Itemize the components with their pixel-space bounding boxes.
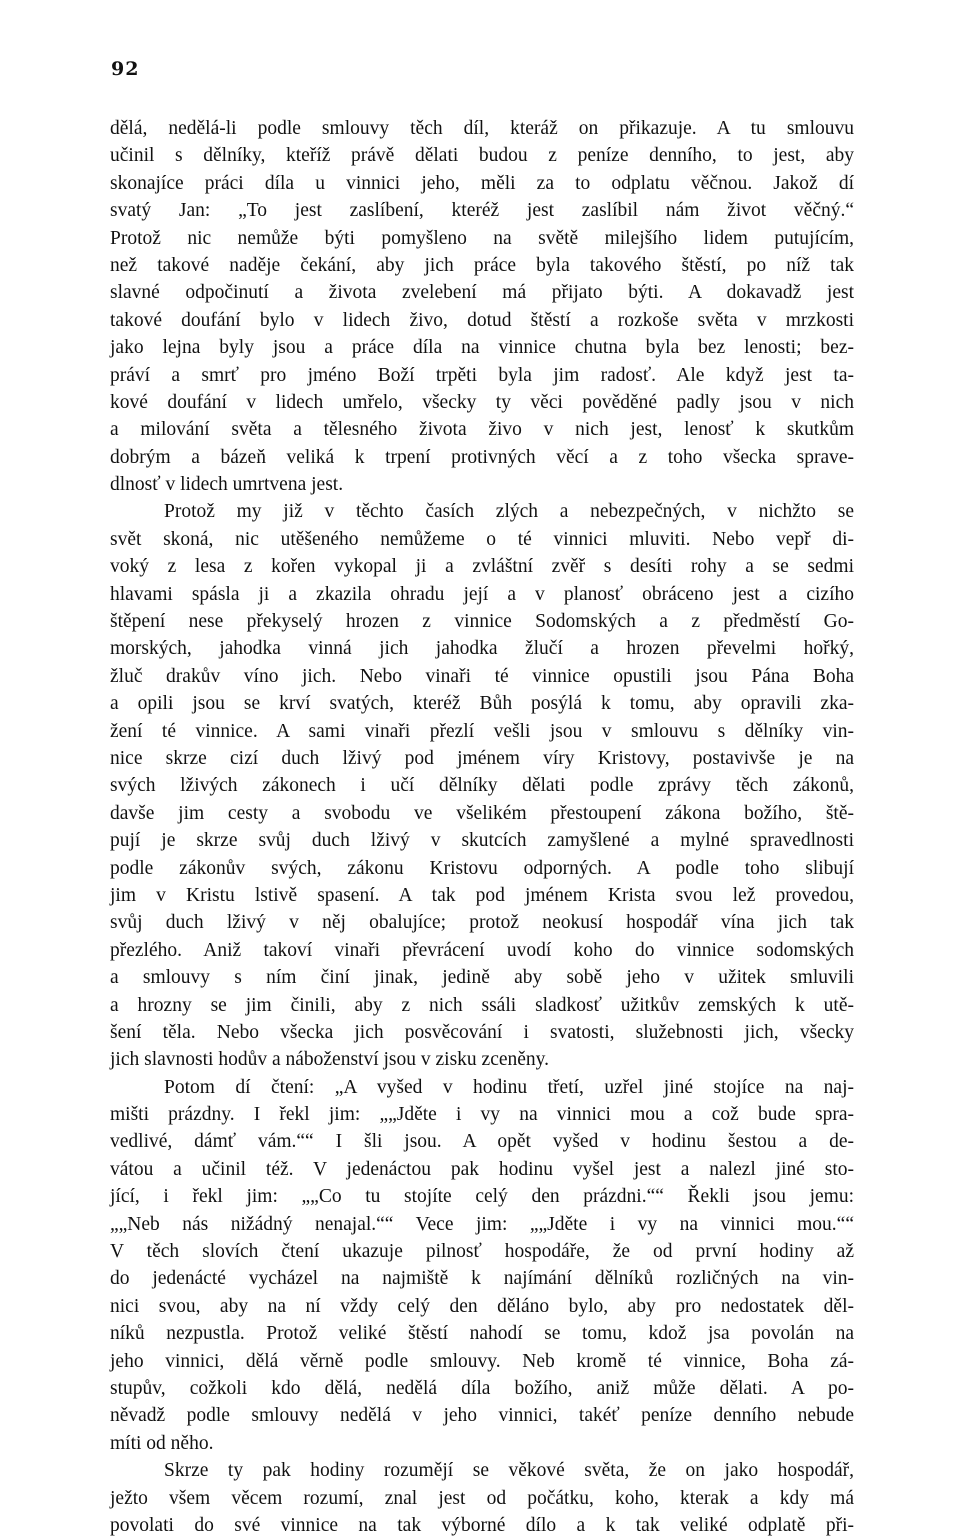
page-number: 92 (111, 58, 140, 80)
text-line: svatý Jan: „To jest zaslíbení, kteréž jest zaslíbil nám život věčný.“ (110, 200, 854, 222)
text-line: povolati do své vinnice na tak výborné dílo a k tak veliké odplatě při- (110, 1514, 854, 1536)
text-line: mišti prázdny. I řekl jim: „„Jděte i vy na vinnici mou a což bude spra- (110, 1104, 854, 1126)
text-line: svůj duch lživý v něj obalujíce; protož neokusí hospodář vína jich tak (110, 912, 854, 934)
text-line: žení té vinnice. A sami vinaři přezlí vešli jsou v smlouvu s dělníky vin- (110, 720, 854, 742)
paragraph-end-line: jich slavnosti hodův a náboženství jsou v zisku zceněny. (110, 1049, 550, 1071)
text-line: stupův, cožkoli kdo dělá, nedělá díla božího, aniž může dělati. A po- (110, 1377, 854, 1399)
text-line: dělá, nedělá-li podle smlouvy těch díl, kteráž on přikazuje. A tu smlouvu (110, 118, 854, 139)
text-line: Protož nic nemůže býti pomyšleno na světě milejšího lidem putujícím, (110, 227, 854, 249)
text-line: „„Neb nás nižádný nenajal.““ Vece jim: „„Jděte i vy na vinnici mou.““ (110, 1213, 854, 1235)
body-text (110, 115, 854, 1539)
text-line: takové doufání bylo v lidech živo, dotud štěstí a rozkoše světa v mrzkosti (110, 309, 854, 331)
text-line: níků nezpustla. Protož veliké štěstí nahodí se tomu, kdož jsa povolán na (110, 1323, 854, 1345)
text-line: žluč drakův víno jich. Nebo vinaři té vinnice opustili jsou Pána Boha (110, 665, 854, 687)
text-line: hlavami spásla ji a zkazila ohradu její a v planosť obráceno jest a cizího (110, 583, 854, 605)
text-line: podle zákonův svých, zákonu Kristovu odporných. A podle toho slibují (110, 857, 854, 879)
paragraph-start-line: Skrze ty pak hodiny rozumějí se věkové světa, že on jako hospodář, (164, 1460, 854, 1482)
text-line: vátou a učinil též. V jedenáctou pak hodinu vyšel jest a nalezl jiné sto- (110, 1158, 854, 1180)
text-line: pují je skrze svůj duch lživý v skutcích zamyšlené a mylné spravedlnosti (110, 830, 854, 852)
text-line: svět skoná, nic utěšeného nemůžeme o té vinnici mluviti. Nebo vepř di- (110, 528, 854, 550)
text-line: přezlého. Aniž takoví vinaři převrácení uvodí koho do vinnice sodomských (110, 939, 854, 961)
text-line: do jedenácté vycházel na najmiště k najímání dělníků rozličných na vin- (110, 1268, 854, 1290)
paragraph-start-line: Potom dí čtení: „A vyšed v hodinu třetí, uzřel jiné stojíce na naj- (164, 1076, 854, 1098)
text-line: slavné odpočinutí a života zvelebení má přijato býti. A dokavadž jest (110, 282, 854, 304)
text-line: jako lejna byly jsou a práce díla na vinnice chutna byla bez lenosti; bez- (110, 337, 854, 359)
text-line: ježto všem věcem rozumí, znal jest od počátku, koho, kterak a kdy má (110, 1487, 854, 1509)
text-line: svých lživých zákonech i učí dělníky dělati podle zprávy těch zákonů, (110, 775, 854, 797)
paragraph-end-line: dlnosť v lidech umrtvena jest. (110, 474, 344, 496)
text-line: V těch slovích čtení ukazuje pilnosť hospodáře, že od první hodiny až (110, 1241, 854, 1263)
text-line: něvadž podle smlouvy nedělá v jeho vinnici, takéť peníze denního nebude (110, 1405, 854, 1427)
text-line: jící, i řekl jim: „„Co tu stojíte celý den prázdni.““ Řekli jsou jemu: (110, 1186, 854, 1208)
paragraph-end-line: míti od něho. (110, 1432, 214, 1454)
text-line: nici svou, aby na ní vždy celý den děláno bylo, aby pro nedostatek děl- (110, 1295, 854, 1317)
text-line: a opili jsou se krví svatých, kteréž Bůh posýlá k tomu, aby opravili zka- (110, 693, 854, 715)
text-line: morských, jahodka vinná jich jahodka žlučí a hrozen převelmi hořký, (110, 638, 854, 660)
paragraph-start-line: Protož my již v těchto časích zlých a nebezpečných, v nichžto se (164, 501, 854, 523)
text-line: nice skrze cizí duch lživý pod jménem víry Kristovy, postavivše je na (110, 747, 854, 769)
text-line: a milování světa a tělesného života živo v nich jest, lenosť k skutkům (110, 419, 854, 441)
text-line: voký z lesa z kořen vykopal ji a zvláštní zvěř s desíti rohy a se sedmi (110, 556, 854, 578)
text-line: dobrým a bázeň veliká k trpení protivných věcí a z toho všecka sprave- (110, 446, 854, 468)
text-line: a smlouvy s ním činí jinak, jedině aby sobě jeho v užitek smluvili (110, 967, 854, 989)
text-line: jeho vinnici, dělá věrně podle smlouvy. Neb kromě té vinnice, Boha zá- (110, 1350, 854, 1372)
text-line: práví a smrť pro jméno Boží trpěti byla jim radosť. Ale když jest ta- (110, 364, 854, 386)
text-line: než takové naděje čekání, aby jich práce byla takového štěstí, po níž tak (110, 254, 854, 276)
text-line: kové doufání v lidech umřelo, všecky ty věci pověděné padly jsou v nich (110, 391, 854, 413)
text-line: davše jim cesty a svobodu ve všelikém přestoupení zákona božího, ště- (110, 802, 854, 824)
text-line: a hrozny se jim činili, aby z nich ssáli sladkosť užitkův zemských k utě- (110, 994, 854, 1016)
text-line: jim v Kristu lstivě spasení. A tak pod jménem Krista svou lež provedou, (110, 884, 854, 906)
text-line: učinil s dělníky, kteříž právě dělati budou z peníze denního, to jest, aby (110, 145, 854, 167)
text-line: štěpení nese překyselý hrozen z vinnice Sodomských a z předměstí Go- (110, 611, 854, 633)
text-line: skonajíce práci díla u vinnici jeho, měli za to odplatu věčnou. Jakož dí (110, 172, 854, 194)
text-line: vedlivé, dámť vám.““ I šli jsou. A opět vyšed v hodinu šestou a de- (110, 1131, 854, 1153)
text-line: šení těla. Nebo všecka jich posvěcování i svatosti, služebnosti jich, všecky (110, 1021, 854, 1043)
